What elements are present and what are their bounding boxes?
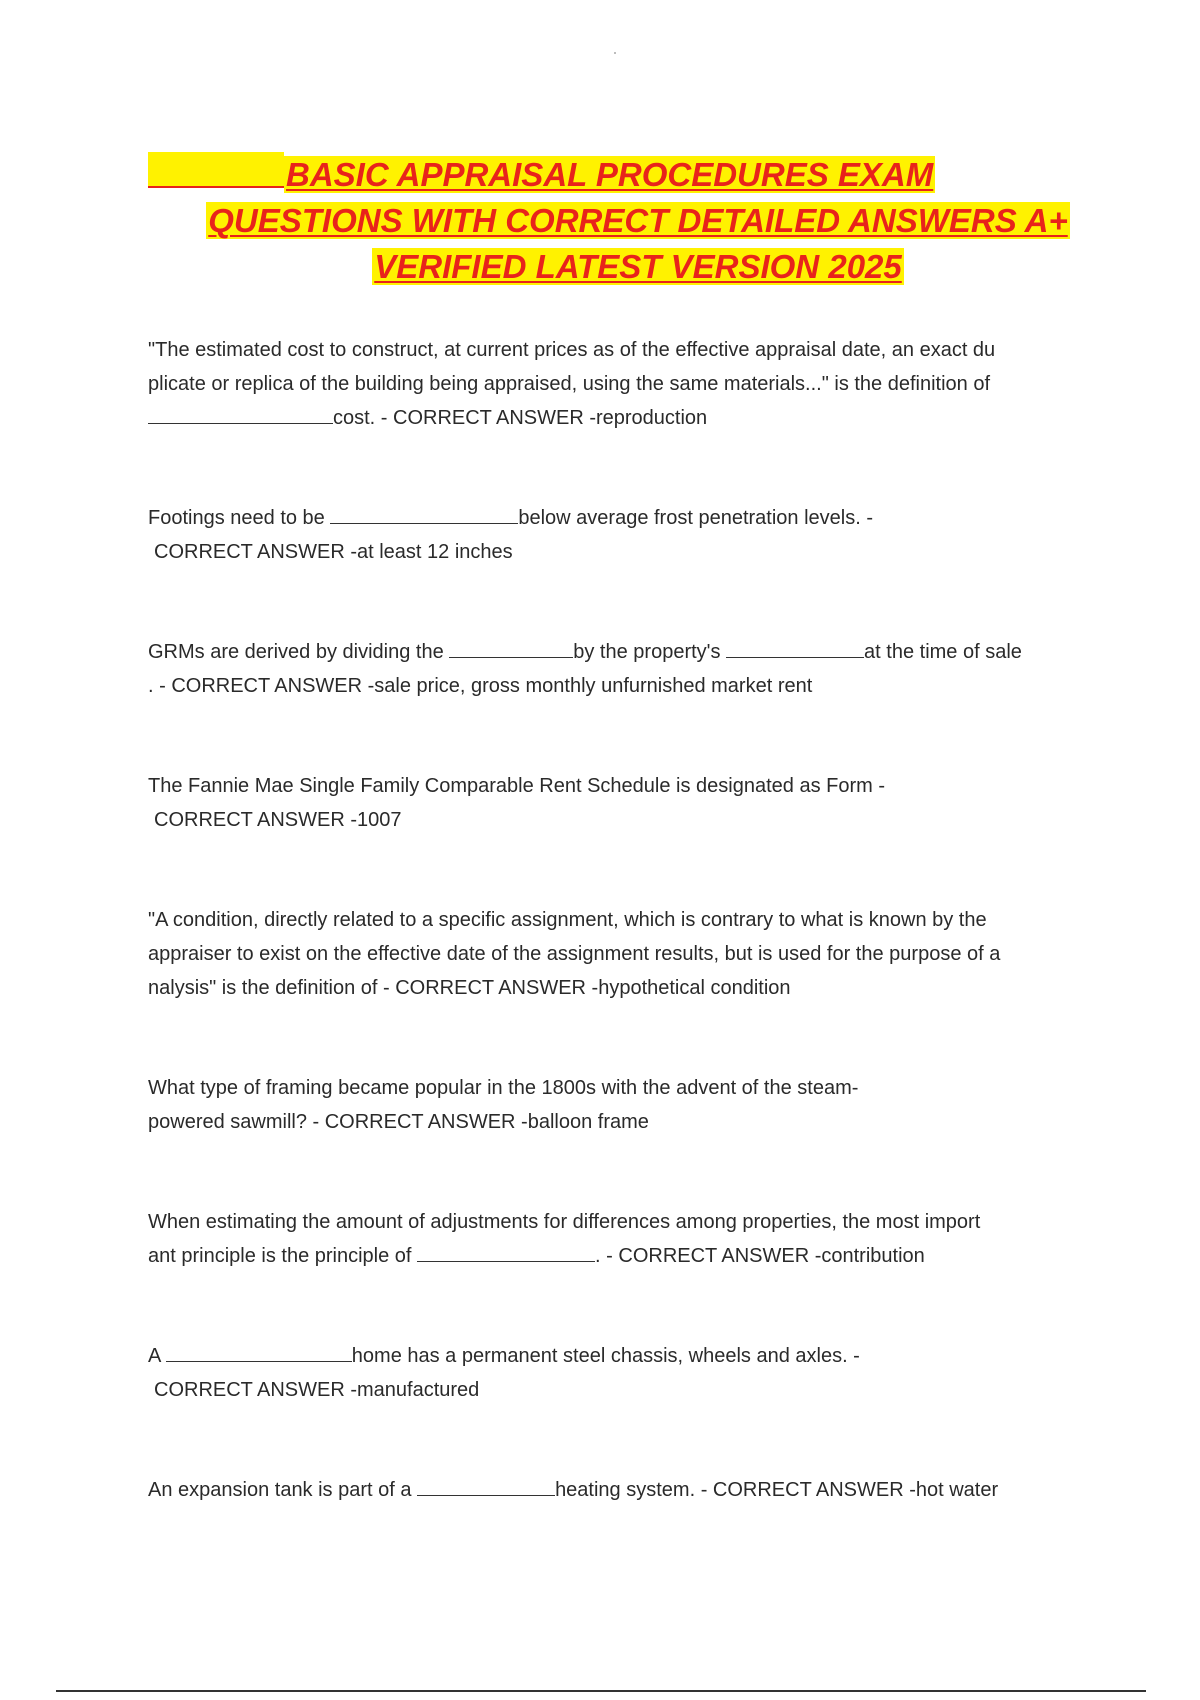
answer-text: . - CORRECT ANSWER -sale price, gross monthly unfurnished market rent [148, 675, 813, 697]
page-mark [614, 52, 616, 54]
document-title [148, 152, 1128, 290]
question-text-line: nalysis" is the definition of - CORRECT ANSWER -hypothetical condition [148, 977, 791, 999]
answer-blank [166, 1343, 352, 1362]
question-text-line: GRMs are derived by dividing the by the property's at the time of sale [148, 641, 1022, 663]
answer-blank [449, 639, 573, 658]
answer-blank [417, 1477, 555, 1496]
answer-text: CORRECT ANSWER -at least 12 inches [154, 541, 513, 563]
title-underline-lead [148, 152, 284, 188]
question-item-4 [148, 769, 1098, 837]
question-text-line: "A condition, directly related to a specific assignment, which is contrary to what is known by the [148, 909, 987, 931]
question-text-line: The Fannie Mae Single Family Comparable Rent Schedule is designated as Form - [148, 775, 886, 797]
answer-blank [330, 505, 518, 524]
question-item-1 [148, 333, 1098, 435]
title-line-1: BASIC APPRAISAL PROCEDURES EXAM [148, 152, 1128, 198]
question-item-6 [148, 1071, 1098, 1139]
answer-blank [417, 1243, 595, 1262]
footer-divider [56, 1690, 1146, 1692]
answer-blank [148, 405, 333, 424]
question-text-line: "The estimated cost to construct, at current prices as of the effective appraisal date, an exact du [148, 339, 996, 361]
question-item-7 [148, 1205, 1098, 1273]
question-text-line: Footings need to be below average frost penetration levels. - [148, 507, 873, 529]
question-text-line: An expansion tank is part of a heating system. - CORRECT ANSWER -hot water [148, 1479, 999, 1501]
question-text-line: When estimating the amount of adjustments for differences among properties, the most import [148, 1211, 981, 1233]
title-line-3: VERIFIED LATEST VERSION 2025 [374, 248, 902, 285]
question-item-5 [148, 903, 1098, 1005]
question-text-line: plicate or replica of the building being appraised, using the same materials..." is the definition of [148, 373, 991, 395]
answer-blank [726, 639, 864, 658]
question-text-line: A home has a permanent steel chassis, wheels and axles. - [148, 1345, 860, 1367]
question-item-3 [148, 635, 1098, 703]
answer-text: CORRECT ANSWER -manufactured [154, 1379, 480, 1401]
question-text-line: What type of framing became popular in the 1800s with the advent of the steam- [148, 1077, 859, 1099]
question-text-line: ant principle is the principle of . - CORRECT ANSWER -contribution [148, 1245, 925, 1267]
question-text-line: cost. - CORRECT ANSWER -reproduction [148, 401, 1098, 435]
question-item-9 [148, 1473, 1098, 1507]
question-text-line: appraiser to exist on the effective date of the assignment results, but is used for the purpose of a [148, 943, 1001, 965]
title-line-2: QUESTIONS WITH CORRECT DETAILED ANSWERS A+ [208, 202, 1068, 239]
question-text-line: powered sawmill? - CORRECT ANSWER -balloon frame [148, 1111, 649, 1133]
question-item-8 [148, 1339, 1098, 1407]
answer-text: CORRECT ANSWER -1007 [154, 809, 402, 831]
question-item-2 [148, 501, 1098, 569]
